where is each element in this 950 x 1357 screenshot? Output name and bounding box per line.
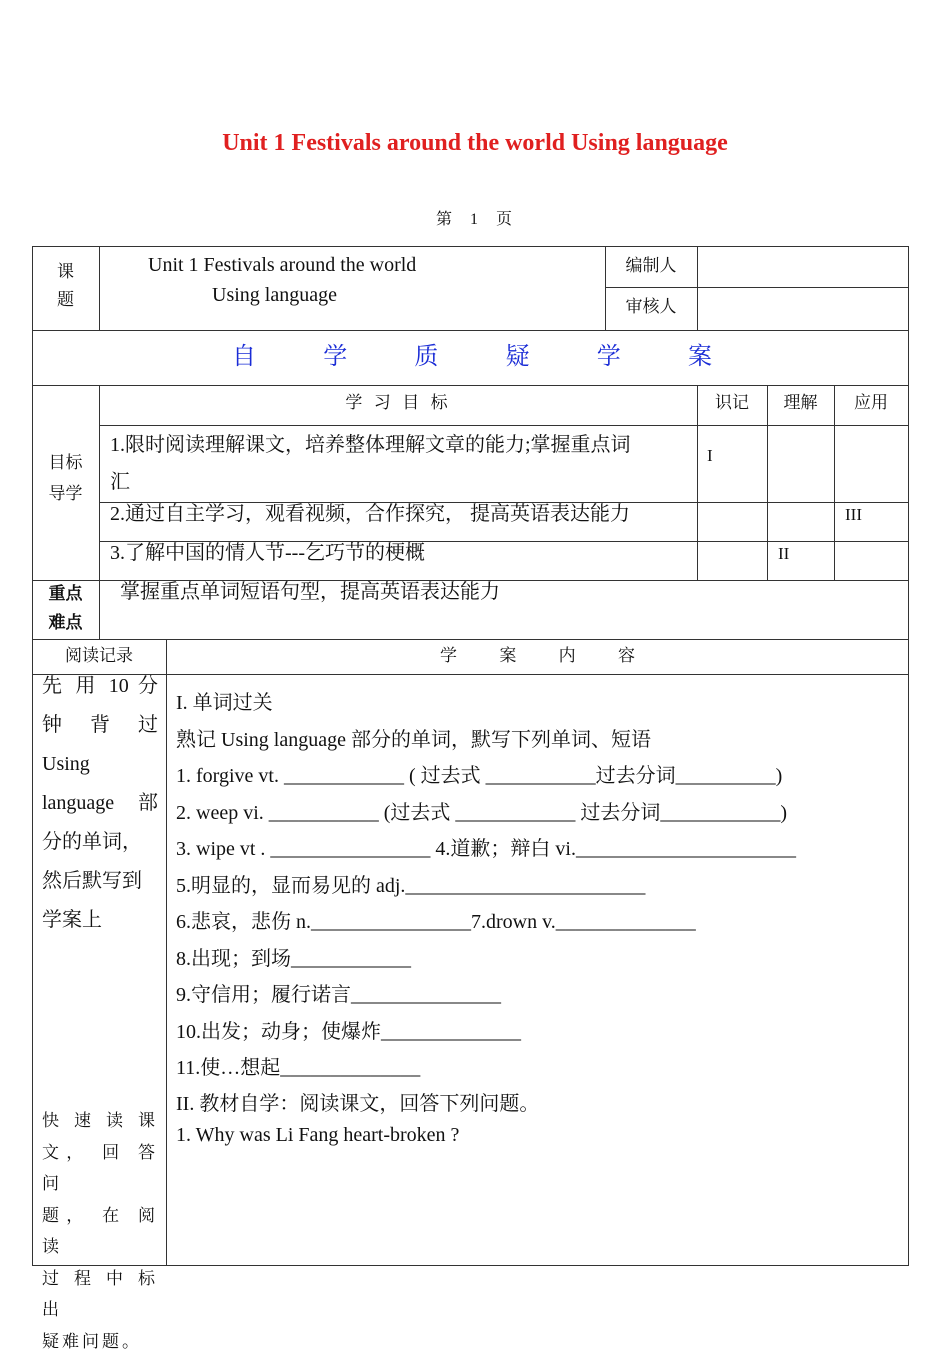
vocab-item-9: 9.守信用；履行诺言_______________ xyxy=(176,984,501,1006)
objective-1-mark: I xyxy=(707,446,713,465)
vocab-item-5: 5.明显的，显而易见的 adj.________________________ xyxy=(176,875,646,897)
level-head-apply: 应用 xyxy=(854,393,888,413)
section-banner: 自 学 质 疑 学 案 xyxy=(232,342,712,370)
page-suffix: 页 xyxy=(496,211,515,228)
page-num: 1 xyxy=(470,211,480,228)
vocab-item-8: 8.出现；到场____________ xyxy=(176,948,411,970)
level-head-memorize: 识记 xyxy=(715,393,749,413)
objective-3: 3.了解中国的情人节---乞巧节的梗概 xyxy=(110,542,425,564)
level-head-understand: 理解 xyxy=(783,393,818,413)
course-label: 课 题 xyxy=(57,262,74,310)
objective-2-mark: III xyxy=(845,505,862,524)
vocab-item-6-7: 6.悲哀，悲伤 n.________________7.drown v.______________ xyxy=(176,911,696,933)
vocab-item-2: 2. weep vi. ___________ (过去式 ____________ 过去分词____________) xyxy=(176,802,788,824)
page-number xyxy=(0,206,950,229)
objective-1: 1.限时阅读理解课文，培养整体理解文章的能力;掌握重点词 汇 xyxy=(110,434,631,493)
content-instruction: 熟记 Using language 部分的单词，默写下列单词、短语 xyxy=(176,729,651,751)
vocab-item-10: 10.出发；动身；使爆炸______________ xyxy=(176,1021,521,1043)
question-1: 1. Why was Li Fang heart-broken ? xyxy=(176,1124,460,1146)
left-note-reading: 快 速 读 课 文， 回 答 问 题， 在 阅 读 过 程 中 标 出 疑难问题。 xyxy=(42,1111,158,1351)
left-note-memorize: 先 用 10 分 钟 背 过 Using language 部 分的单词， 然后默写到 学案上 xyxy=(42,675,158,931)
course-title-line1: Unit 1 Festivals around the world xyxy=(148,254,417,276)
objective-3-mark: II xyxy=(778,544,790,563)
key-points-label: 重点 难点 xyxy=(48,584,83,633)
plan-content-head: 学 案 内 容 xyxy=(440,646,635,666)
content-section-2-heading: II. 教材自学：阅读课文，回答下列问题。 xyxy=(176,1093,540,1115)
vocab-item-11: 11.使…想起______________ xyxy=(176,1057,421,1079)
objective-2: 2.通过自主学习，观看视频，合作探究， 提高英语表达能力 xyxy=(110,503,630,525)
objectives-side-label: 目标 导学 xyxy=(48,453,83,504)
vocab-item-1: 1. forgive vt. ____________ ( 过去式 ___________过去分词__________) xyxy=(176,765,783,787)
key-points-text: 掌握重点单词短语句型，提高英语表达能力 xyxy=(120,581,500,603)
page-prefix: 第 xyxy=(435,211,454,228)
vocab-item-3-4: 3. wipe vt . ________________ 4.道歉；辩白 vi.______________________ xyxy=(176,838,796,860)
content-section-1-heading: I. 单词过关 xyxy=(176,692,273,714)
reading-record-head: 阅读记录 xyxy=(65,646,133,666)
reviewer-label: 审核人 xyxy=(625,297,677,317)
objectives-heading: 学 习 目 标 xyxy=(345,393,451,413)
document-title: Unit 1 Festivals around the world Using language xyxy=(222,130,728,156)
course-title-line2: Using language xyxy=(212,284,337,306)
editor-label: 编制人 xyxy=(625,256,677,276)
